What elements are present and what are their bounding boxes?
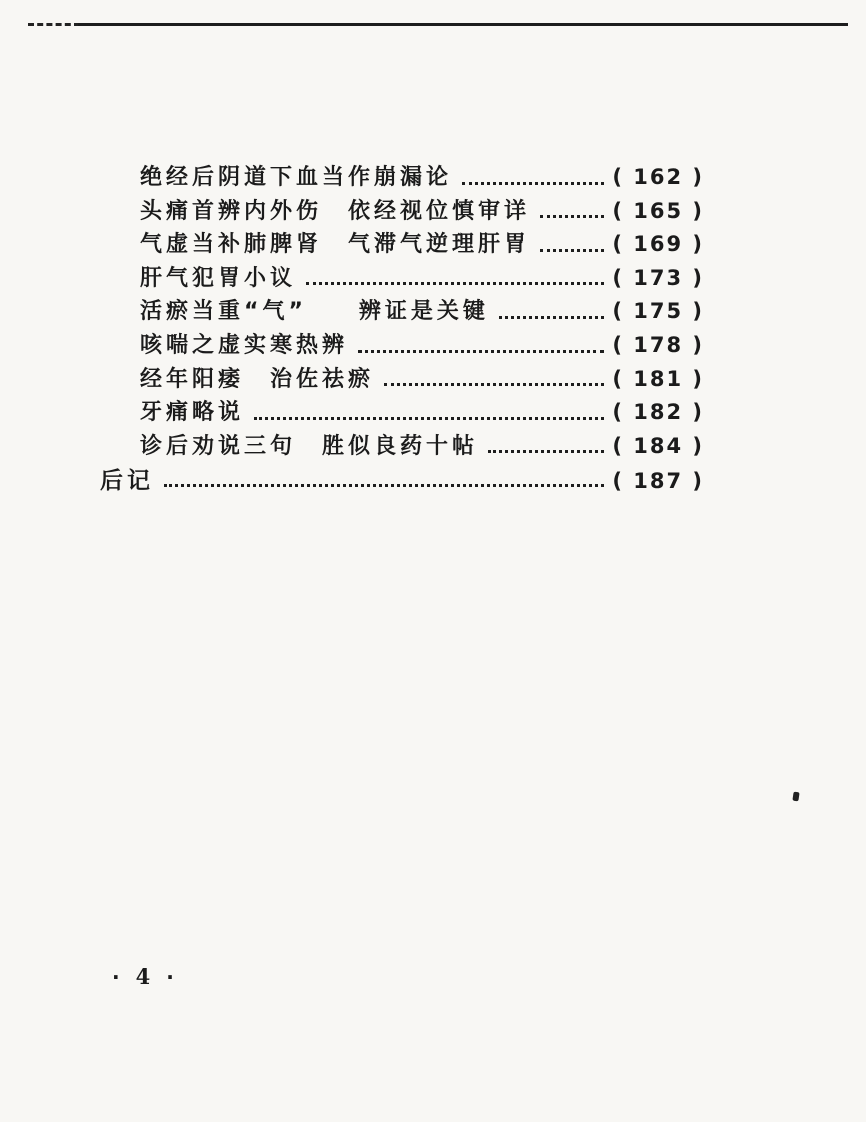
toc-row (100, 261, 704, 295)
toc-entry-page: ( 184 ) (612, 433, 704, 458)
toc-row (100, 395, 704, 429)
toc-entry-page: ( 182 ) (612, 400, 704, 425)
dot-leader (164, 484, 604, 487)
toc-row (100, 160, 704, 194)
toc-entry-page: ( 178 ) (612, 332, 704, 357)
toc-row (100, 362, 704, 396)
dot-leader (540, 215, 604, 218)
toc-row (100, 328, 704, 362)
toc-row (100, 429, 704, 463)
toc-entry-page: ( 175 ) (612, 299, 704, 324)
toc-entry-title: 经年阳痿 治佐祛瘀 (140, 366, 375, 392)
toc-entry-page: ( 162 ) (612, 165, 704, 189)
toc-entry-title: 气虚当补肺脾肾 气滞气逆理肝胃 (140, 232, 531, 258)
toc-entry-title: 诊后劝说三句 胜似良药十帖 (140, 433, 479, 459)
dot-leader (254, 417, 604, 420)
toc-entry-title: 牙痛略说 (140, 400, 245, 426)
scan-artifact-line (0, 23, 866, 27)
dot-leader (358, 350, 604, 353)
toc-row (100, 194, 704, 228)
toc-entry-page: ( 165 ) (612, 198, 704, 223)
folio-left-dot: · (112, 964, 120, 989)
backmatter-page: ( 187 ) (612, 469, 704, 494)
toc-entry-title: 肝气犯胃小议 (140, 265, 297, 291)
dot-leader (462, 182, 604, 185)
page-folio (112, 964, 174, 989)
toc-entry-page: ( 181 ) (612, 366, 704, 391)
table-of-contents (100, 160, 704, 496)
dot-leader (540, 249, 604, 252)
toc-entry-title: 活瘀当重“气” 辨证是关键 (140, 299, 489, 325)
backmatter-title: 后记 (100, 468, 154, 495)
folio-page-number: 4 (135, 964, 151, 989)
dot-leader (499, 316, 604, 319)
scan-artifact-solid (78, 23, 848, 26)
toc-entry-page: ( 169 ) (612, 232, 704, 257)
dot-leader (488, 450, 604, 453)
toc-entry-title: 绝经后阴道下血当作崩漏论 (140, 165, 453, 190)
toc-entry-title: 头痛首辨内外伤 依经视位慎审详 (140, 198, 531, 224)
dot-leader (384, 383, 604, 386)
toc-entry-page: ( 173 ) (612, 265, 704, 290)
scan-artifact-dashes (28, 23, 80, 26)
toc-row (100, 294, 704, 328)
toc-row (100, 227, 704, 261)
ink-speck (792, 792, 799, 802)
dot-leader (306, 282, 604, 285)
folio-right-dot: · (166, 964, 174, 989)
toc-row-backmatter (100, 462, 704, 496)
toc-entry-title: 咳喘之虚实寒热辨 (140, 332, 349, 358)
